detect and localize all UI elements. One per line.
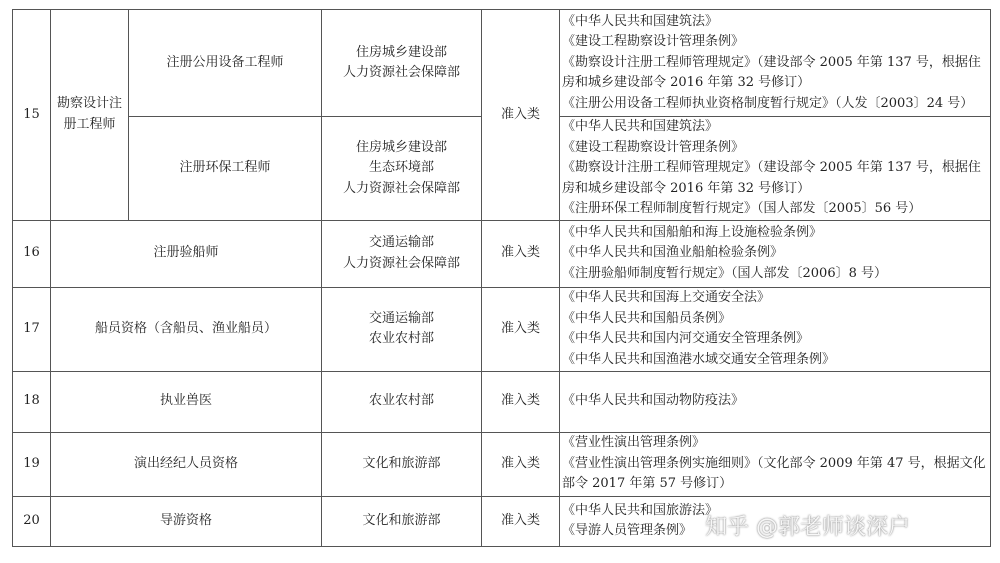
qualification-name: 注册公用设备工程师 <box>129 10 322 117</box>
table-row <box>13 287 991 371</box>
law-list <box>560 220 991 287</box>
table-row <box>13 220 991 287</box>
category-cell: 准入类 <box>482 10 560 221</box>
department-cell: 农业农村部 <box>322 371 482 432</box>
department-cell: 文化和旅游部 <box>322 496 482 546</box>
qualification-name: 船员资格（含船员、渔业船员） <box>51 287 322 371</box>
row-number: 16 <box>13 220 51 287</box>
category-cell: 准入类 <box>482 220 560 287</box>
row-number: 20 <box>13 496 51 546</box>
law-item: 《中华人民共和国渔港水域交通安全管理条例》 <box>562 351 836 367</box>
qualification-name: 执业兽医 <box>51 371 322 432</box>
department-cell: 交通运输部 农业农村部 <box>322 287 482 371</box>
row-number: 19 <box>13 432 51 496</box>
law-item: 《中华人民共和国动物防疫法》 <box>562 393 745 409</box>
department-cell: 住房城乡建设部 生态环境部 人力资源社会保障部 <box>322 117 482 221</box>
qualification-name: 注册环保工程师 <box>129 117 322 221</box>
law-item: 《导游人员管理条例》 <box>562 523 693 538</box>
watermark: 知乎 @郭老师谈深户 <box>705 515 910 540</box>
category-cell: 准入类 <box>482 371 560 432</box>
law-item: 《中华人民共和国建筑法》 <box>562 13 719 29</box>
law-item: 《中华人民共和国海上交通安全法》 <box>562 290 771 305</box>
law-item: 《中华人民共和国船舶和海上设施检验条例》 <box>562 224 823 240</box>
table-row <box>13 10 991 117</box>
law-item: 《注册公用设备工程师执业资格制度暂行规定》（人发〔2003〕24 号） <box>562 95 974 111</box>
row-number: 18 <box>13 371 51 432</box>
law-item: 《中华人民共和国旅游法》 <box>562 502 719 518</box>
department-cell: 文化和旅游部 <box>322 432 482 496</box>
table-row <box>13 371 991 432</box>
category-cell: 准入类 <box>482 432 560 496</box>
law-list <box>560 287 991 371</box>
qualification-name: 导游资格 <box>51 496 322 546</box>
law-item: 《注册环保工程师制度暂行规定》（国人部发〔2005〕56 号） <box>562 201 922 216</box>
law-item: 《勘察设计注册工程师管理规定》（建设部令 2005 年第 137 号，根据住房和城乡建设部令 2016 年第 32 号修订） <box>562 54 981 91</box>
law-item: 《中华人民共和国船员条例》 <box>562 310 732 326</box>
row-number: 17 <box>13 287 51 371</box>
qualification-name: 注册验船师 <box>51 220 322 287</box>
law-item: 《营业性演出管理条例实施细则》（文化部令 2009 年第 47 号，根据文化部令 2017 年第 57 号修订） <box>562 455 986 492</box>
law-item: 《中华人民共和国内河交通安全管理条例》 <box>562 331 810 346</box>
law-item: 《建设工程勘察设计管理条例》 <box>562 139 745 155</box>
law-item: 《勘察设计注册工程师管理规定》（建设部令 2005 年第 137 号，根据住房和城乡建设部令 2016 年第 32 号修订） <box>562 160 981 196</box>
qualification-group: 勘察设计注册工程师 <box>51 10 129 221</box>
law-item: 《建设工程勘察设计管理条例》 <box>562 34 745 50</box>
law-item: 《中华人民共和国渔业船舶检验条例》 <box>562 245 784 261</box>
law-list <box>560 10 991 117</box>
department-cell: 住房城乡建设部 人力资源社会保障部 <box>322 10 482 117</box>
table-row <box>13 432 991 496</box>
category-cell: 准入类 <box>482 287 560 371</box>
law-item: 《中华人民共和国建筑法》 <box>562 119 719 134</box>
law-item: 《营业性演出管理条例》 <box>562 435 706 451</box>
department-cell: 交通运输部 人力资源社会保障部 <box>322 220 482 287</box>
law-list <box>560 432 991 496</box>
qualification-name: 演出经纪人员资格 <box>51 432 322 496</box>
law-list <box>560 117 991 221</box>
law-item: 《注册验船师制度暂行规定》（国人部发〔2006〕8 号） <box>562 265 887 281</box>
row-number: 15 <box>13 10 51 221</box>
category-cell: 准入类 <box>482 496 560 546</box>
qualification-table <box>12 9 991 547</box>
law-list <box>560 371 991 432</box>
